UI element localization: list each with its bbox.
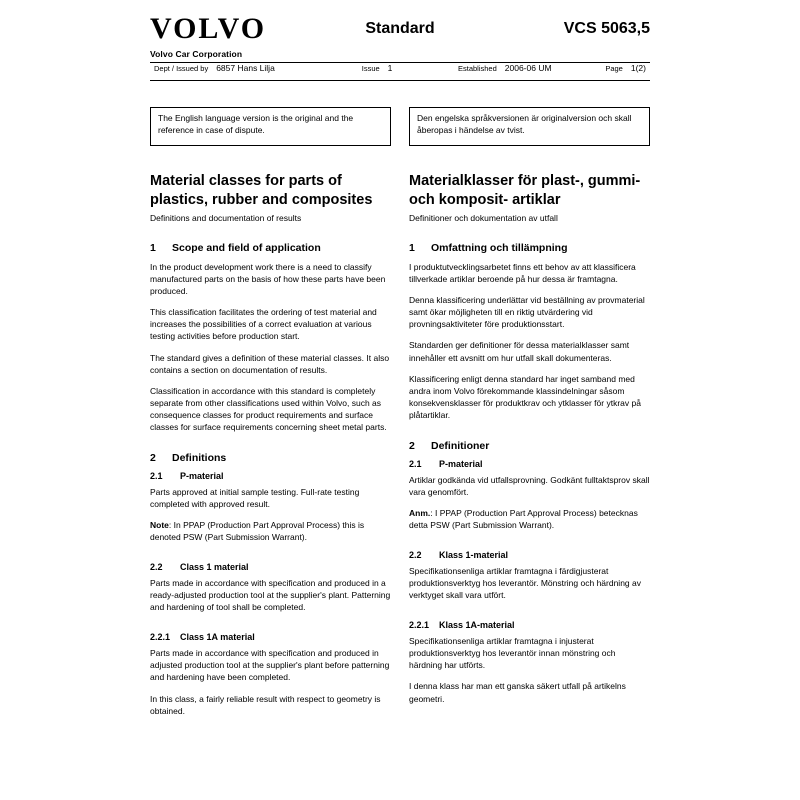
section-2-2-1-para-1-en: Parts made in accordance with specification and produced in adjusted production tool at the supplier's plant before patterning and hardening have been completed. [150,648,390,683]
column-english [150,172,391,726]
section-2-number-sv: 2 [409,439,415,452]
section-1-number-sv: 1 [409,242,415,255]
meta-dept-label: Dept / Issued by [154,64,209,73]
notice-row [150,107,650,146]
section-2-2-1-title-sv: Klass 1A-material [439,620,515,631]
brand-block [150,14,350,59]
section-2-1-title-en: P-material [180,470,224,481]
meta-established-label: Established [457,64,497,73]
section-1-para-4-sv: Klassificering enligt denna standard har inget samband med andra inom Volvo förekommande klassindelningar såsom konsekvensklasser för produktkrav och ytklasser för ytkrav på plåtartiklar. [409,373,641,420]
meta-page [601,63,650,80]
header-meta-row [150,62,650,81]
section-2-1-note-sv [409,507,650,531]
section-1-title-sv: Omfattning och tillämpning [431,242,568,255]
section-2-1-title-sv: P-material [439,458,483,469]
section-2-2-para-1-en: Parts made in accordance with specification and produced in a ready-adjusted production tool at the supplier's plant. Patterning and hardening of tool shall be completed. [150,578,391,613]
section-2-1-number-sv: 2.1 [409,458,422,469]
section-1-para-3-en: The standard gives a definition of these material classes. It also contains a section on documentation of results. [150,352,390,375]
body-columns [150,172,650,726]
page-title-en: Material classes for parts of plastics, rubber and composites [150,173,373,208]
meta-established-value: 2006-06 UM [504,63,552,73]
section-2-1-note-en [150,519,391,543]
notice-english: The English language version is the original and the reference in case of dispute. [150,107,391,146]
page-title-sv: Materialklasser för plast-, gummi- och komposit- artiklar [409,173,641,208]
section-2-2-1-para-1-sv: Specifikationsenliga artiklar framtagna i injusterat produktionsverktyg hos leverantör innan mönstring och härdning har utförts. [409,636,616,671]
section-2-2-para-1-sv: Specifikationsenliga artiklar framtagna i färdigjusterat produktionsverktyg hos leverantör. Mönstring och härdning av verktyget skall vara utfört. [409,566,641,601]
section-2-number-en: 2 [150,451,156,464]
section-1-para-3-sv: Standarden ger definitioner för dessa materialklasser samt innehåller ett avsnitt om hur utfall skall dokumenteras. [409,340,630,363]
section-2-heading-en [150,452,391,464]
note-label-en: Note [150,520,169,531]
brand-subtitle: Volvo Car Corporation [150,49,243,59]
section-1-para-1-sv: I produktutvecklingsarbetet finns ett behov av att klassificera tillverkade artiklar beroende på hur dessa är framtagna. [409,262,636,285]
notice-swedish: Den engelska språkversionen är originalversion och skall åberopas i händelse av tvist. [409,107,650,146]
section-1-number-en: 1 [150,242,156,255]
section-2-1-para-1-en: Parts approved at initial sample testing. Full-rate testing completed with approved result. [150,486,360,509]
volvo-logo: VOLVO [150,12,267,45]
document-number: VCS 5063,5 [563,20,650,37]
section-2-2-1-number-sv: 2.2.1 [409,620,430,631]
section-2-2-heading-sv [409,550,650,560]
section-2-1-para-1-sv: Artiklar godkända vid utfallsprovning. Godkänt fulltaktsprov skall vara genomfört. [409,474,650,497]
section-2-1-heading-sv [409,459,650,469]
meta-page-label: Page [605,64,623,73]
section-2-1-heading-en [150,471,391,481]
note-text-en: : In PPAP (Production Part Approval Process) this is denoted PSW (Part Submission Warrant). [150,520,365,543]
section-2-1-number-en: 2.1 [150,470,163,481]
section-2-title-sv: Definitioner [431,439,490,452]
section-2-2-title-sv: Klass 1-material [439,550,509,561]
meta-dept-value: 6857 Hans Lilja [216,63,275,73]
section-1-title-en: Scope and field of application [172,242,321,255]
section-1-heading-en [150,242,391,254]
meta-page-value: 1(2) [630,63,646,73]
section-1-heading-sv [409,242,650,254]
column-swedish [409,172,650,726]
section-1-para-4-en: Classification in accordance with this standard is completely separate from other classifications used within Volvo, such as consequence classes for product requirements and surface classes for surface requirements concerning sheet metal parts. [150,385,387,432]
section-2-2-1-heading-sv [409,620,650,630]
page-subtitle-sv: Definitioner och dokumentation av utfall [409,213,558,224]
section-2-2-1-title-en: Class 1A material [180,632,255,643]
section-1-para-2-en: This classification facilitates the ordering of test material and increases the possibilities of a correct evaluation at various testing activities before production start. [150,307,377,342]
section-2-2-number-sv: 2.2 [409,550,422,561]
section-2-heading-sv [409,440,650,452]
note-label-sv: Anm. [409,507,431,518]
page-subtitle-en: Definitions and documentation of results [150,213,302,224]
section-1-para-2-sv: Denna klassificering underlättar vid beställning av provmaterial samt ökar möjligheten till en riktig utvärdering vid provningsaktiviteter före produktionsstart. [409,295,645,330]
section-2-2-1-number-en: 2.2.1 [150,632,171,643]
meta-dept [150,63,358,80]
meta-issue [358,63,454,80]
meta-established [454,63,601,80]
document-type: Standard [365,20,435,37]
section-2-2-1-para-2-en: In this class, a fairly reliable result with respect to geometry is obtained. [150,693,381,716]
section-2-2-number-en: 2.2 [150,562,163,573]
note-text-sv: : I PPAP (Production Part Approval Process) betecknas detta PSW (Part Submission Warrant). [409,507,638,531]
meta-issue-value: 1 [387,63,393,73]
section-2-2-1-heading-en [150,632,391,642]
meta-issue-label: Issue [361,64,380,73]
section-2-2-heading-en [150,562,391,572]
document-header [150,14,650,60]
section-1-para-1-en: In the product development work there is a need to classify manufactured parts on the basis of how these parts have been produced. [150,262,386,297]
section-2-2-title-en: Class 1 material [180,562,249,573]
section-2-title-en: Definitions [172,451,227,464]
section-2-2-1-para-2-sv: I denna klass har man ett ganska säkert utfall på artikelns geometri. [409,681,626,704]
